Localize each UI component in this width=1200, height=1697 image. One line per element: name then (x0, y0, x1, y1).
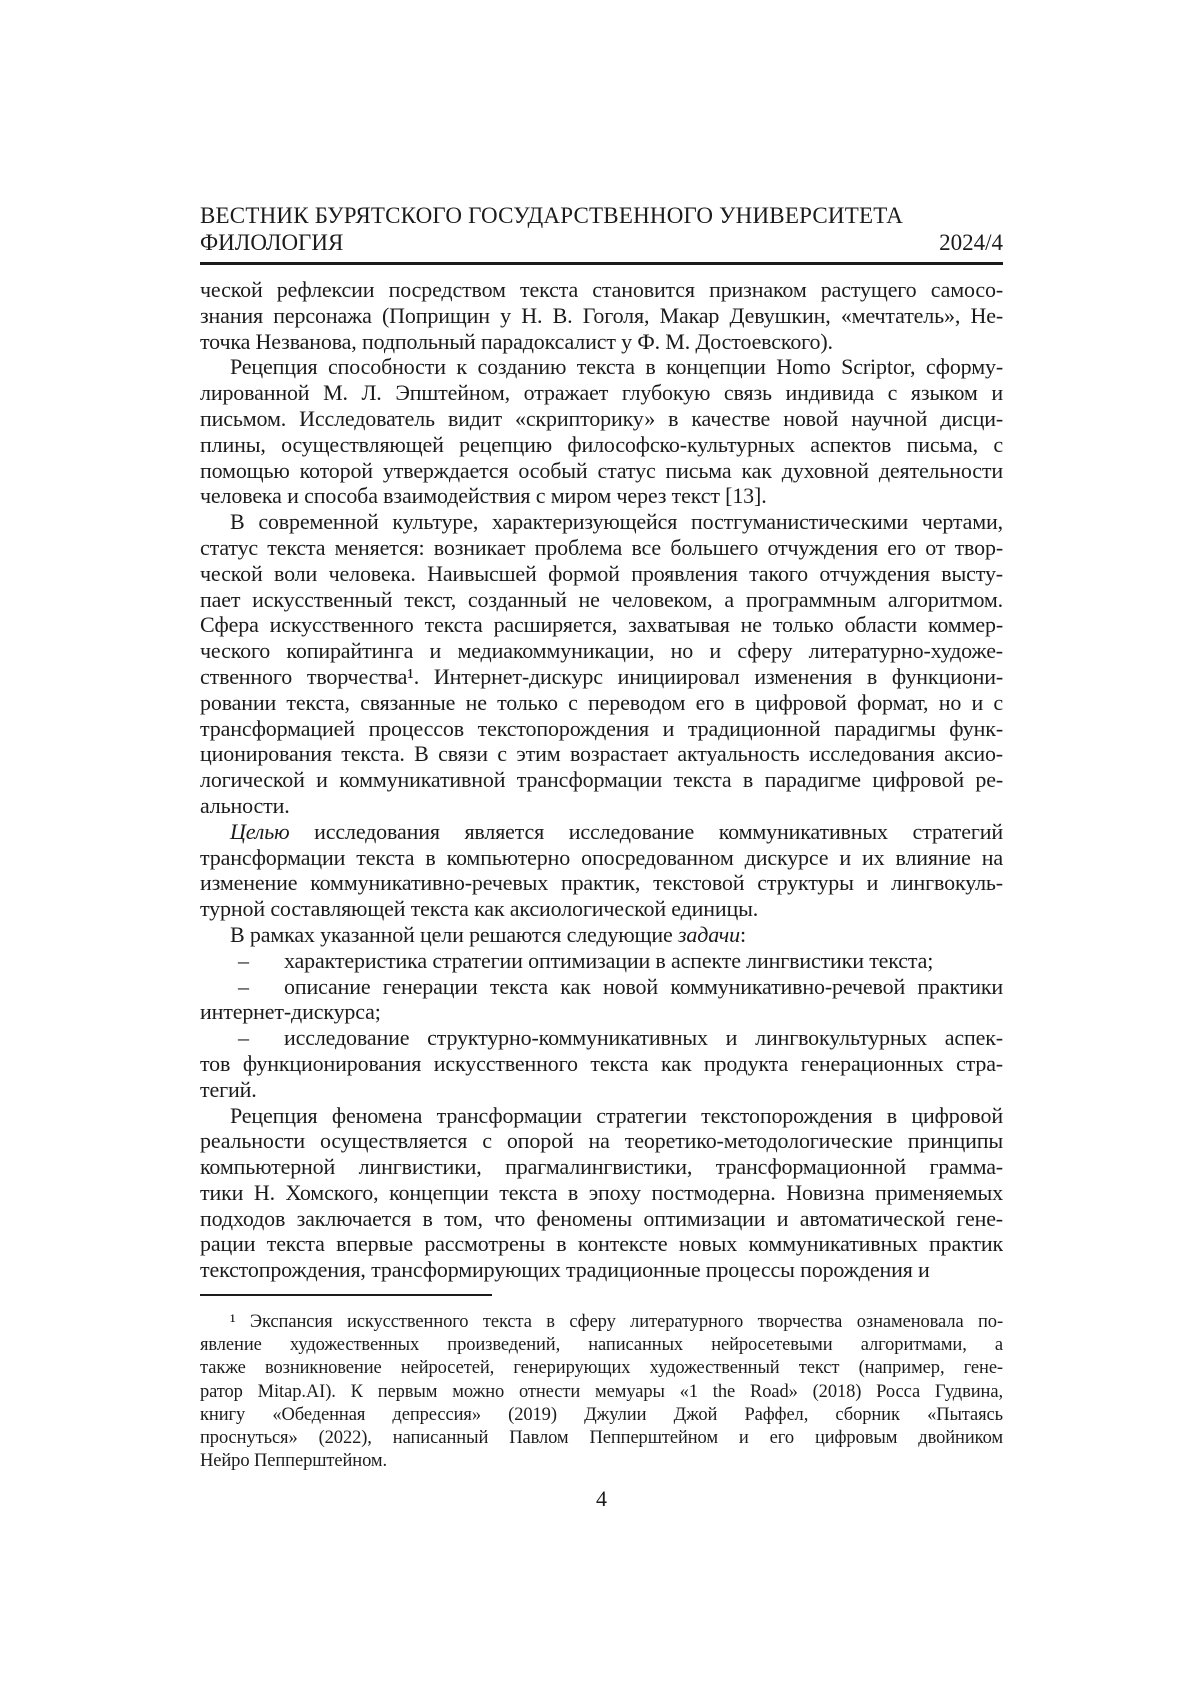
text-run: ровании текста, связанные не только с переводом его в цифровой формат, но и с (200, 689, 1003, 715)
paragraph-line (200, 638, 1003, 664)
footnote (200, 1311, 1003, 1473)
text-run: помощью которой утверждается особый статус письма как духовной деятельности (200, 457, 1003, 483)
text-run: тики Н. Хомского, концепции текста в эпоху постмодерна. Новизна применяемых (200, 1179, 1003, 1205)
article-text (200, 277, 1003, 1283)
paragraph-line (200, 458, 1003, 484)
header-rule (200, 262, 1003, 265)
paragraph-line (200, 483, 1003, 509)
paragraph-line (200, 845, 1003, 871)
text-run: трансформацией процессов текстопорождения и традиционной парадигмы функ- (200, 715, 1003, 741)
paragraph (200, 277, 1003, 354)
bullet-dash-marker: – (238, 973, 249, 999)
text-run: альности. (200, 792, 290, 818)
text-run: книгу «Обеденная депрессия» (2019) Джулии Джой Раффел, сборник «Пытаясь (200, 1404, 1003, 1425)
text-run: лированной М. Л. Эпштейном, отражает глубокую связь индивида с языком и (200, 380, 1003, 406)
text-run: : (739, 921, 746, 947)
bullet-line (200, 1025, 1003, 1051)
bullet-line (200, 1051, 1003, 1077)
page-content (200, 202, 1003, 1512)
paragraph-line (200, 741, 1003, 767)
text-run: плины, осуществляющей рецепцию философско-культурных аспектов письма, с (200, 431, 1003, 457)
text-run: характеристика стратегии оптимизации в аспекте лингвистики текста; (284, 947, 934, 973)
paragraph (200, 354, 1003, 509)
text-run: компьютерной лингвистики, прагмалингвистики, трансформационной грамма- (200, 1154, 1003, 1180)
paragraph-line (200, 1257, 1003, 1283)
footnote-separator-rule (200, 1294, 492, 1296)
text-run: явление художественных произведений, написанных нейросетевыми алгоритмами, а (200, 1335, 1003, 1356)
paragraph-line (200, 535, 1003, 561)
text-run: рации текста впервые рассмотрены в контексте новых коммуникативных практик (200, 1231, 1003, 1257)
task-list-item (200, 1025, 1003, 1102)
paragraph-line (200, 870, 1003, 896)
footnote-line (200, 1450, 1003, 1473)
paragraph-line (200, 380, 1003, 406)
text-run: логической и коммуникативной трансформации текста в парадигме цифровой ре- (200, 767, 1003, 793)
journal-section: ФИЛОЛОГИЯ (200, 230, 344, 255)
paragraph-line (200, 561, 1003, 587)
text-run: Рецепция феномена трансформации стратегии текстопорождения в цифровой (230, 1102, 1003, 1128)
text-run: изменение коммуникативно-речевых практик, текстовой структуры и лингвокуль- (200, 870, 1003, 896)
paragraph (200, 922, 1003, 948)
paragraph-line (200, 406, 1003, 432)
paragraph-line (200, 329, 1003, 355)
text-run: ческого копирайтинга и медиакоммуникации, но и сферу литературно-художе- (200, 638, 1003, 664)
text-run: ратор Mitap.AI). К первым можно отнести мемуары «1 the Road» (2018) Росса Гудвина, (200, 1381, 1003, 1402)
paragraph-line (200, 587, 1003, 613)
paragraph-line (200, 1154, 1003, 1180)
text-run: исследования является исследование коммуникативных стратегий (289, 818, 1003, 844)
text-run: текстопрождения, трансформирующих традиционные процессы порождения и (200, 1257, 930, 1283)
paragraph-line (200, 277, 1003, 303)
paragraph (200, 819, 1003, 922)
paragraph-line (200, 1206, 1003, 1232)
text-run: Рецепция способности к созданию текста в концепции Homo Scriptor, сформу- (230, 354, 1003, 380)
paragraph-line (200, 509, 1003, 535)
paragraph-line (200, 1128, 1003, 1154)
footnote-line (200, 1381, 1003, 1404)
paragraph-line (200, 793, 1003, 819)
bullet-line (200, 974, 1003, 1000)
text-run: ческой рефлексии посредством текста становится признаком растущего самосо- (200, 277, 1003, 302)
paragraph-line (200, 896, 1003, 922)
text-run: тов функционирования искусственного текста как продукта генерационных стра- (200, 1050, 1003, 1076)
text-run: ственного творчества¹. Интернет-дискурс инициировал изменения в функциони- (200, 663, 1003, 689)
paragraph-line (200, 716, 1003, 742)
text-run: исследование структурно-коммуникативных и лингвокультурных аспек- (284, 1025, 1003, 1051)
text-run: статус текста меняется: возникает проблема все большего отчуждения его от твор- (200, 534, 1003, 560)
bullet-line (200, 999, 1003, 1025)
text-run: интернет-дискурса; (200, 999, 381, 1025)
text-run: знания персонажа (Поприщин у Н. В. Гоголя, Макар Девушкин, «мечтатель», Не- (200, 302, 1003, 328)
bullet-line (200, 948, 1003, 974)
paragraph-line (200, 303, 1003, 329)
text-run: проснуться» (2022), написанный Павлом Пепперштейном и его цифровым двойником (200, 1428, 1003, 1449)
task-list-item (200, 948, 1003, 974)
text-run: турной составляющей текста как аксиологической единицы. (200, 896, 759, 922)
text-run: В современной культуре, характеризующейся постгуманистическими чертами, (230, 509, 1003, 535)
page-header (200, 202, 1003, 265)
text-run: Сфера искусственного текста расширяется, захватывая не только области коммер- (200, 612, 1003, 638)
footnote-line (200, 1357, 1003, 1380)
paragraph-line (200, 922, 1003, 948)
paragraph (200, 1103, 1003, 1284)
paragraph-line (200, 767, 1003, 793)
text-run: реальности осуществляется с опорой на теоретико-методологические принципы (200, 1128, 1003, 1154)
text-run: тегий. (200, 1076, 257, 1102)
paragraph-line (200, 819, 1003, 845)
bullet-dash-marker: – (238, 947, 249, 973)
text-run: пает искусственный текст, созданный не человеком, а программным алгоритмом. (200, 586, 1003, 612)
text-run: описание генерации текста как новой коммуникативно-речевой практики (284, 973, 1003, 999)
paragraph-line (200, 1180, 1003, 1206)
text-run: трансформации текста в компьютерно опосредованном дискурсе и их влияние на (200, 844, 1003, 870)
text-run: письмом. Исследователь видит «скрипторику» в качестве новой научной дисци- (200, 405, 1003, 431)
text-run: В рамках указанной цели решаются следующие (230, 921, 678, 947)
text-run: точка Незванова, подпольный парадоксалист у Ф. М. Достоевского). (200, 328, 833, 354)
paragraph-line (200, 664, 1003, 690)
italic-text: задачи (677, 921, 740, 947)
footnote-line (200, 1311, 1003, 1334)
footnote-line (200, 1427, 1003, 1450)
footnote-line (200, 1404, 1003, 1427)
paragraph-line (200, 354, 1003, 380)
header-second-line (200, 229, 1003, 256)
paragraph-line (200, 690, 1003, 716)
italic-text: Целью (230, 818, 290, 844)
text-run: ческой воли человека. Наивысшей формой проявления такого отчуждения высту- (200, 560, 1003, 586)
paragraph-line (200, 432, 1003, 458)
paragraph-line (200, 1103, 1003, 1129)
paragraph (200, 509, 1003, 819)
paragraph-line (200, 1231, 1003, 1257)
text-run: человека и способа взаимодействия с миром через текст [13]. (200, 483, 767, 509)
page-number: 4 (596, 1486, 607, 1512)
text-run: подходов заключается в том, что феномены оптимизации и автоматической гене- (200, 1205, 1003, 1231)
footnote-line (200, 1334, 1003, 1357)
journal-issue: 2024/4 (939, 230, 1003, 255)
paragraph-line (200, 612, 1003, 638)
task-list-item (200, 974, 1003, 1026)
text-run: также возникновение нейросетей, генерирующих художественный текст (например, гене- (200, 1358, 1003, 1379)
text-run: ционирования текста. В связи с этим возрастает актуальность исследования аксио- (200, 741, 1003, 767)
journal-title: ВЕСТНИК БУРЯТСКОГО ГОСУДАРСТВЕННОГО УНИВЕРСИТЕТА (200, 203, 904, 228)
bullet-line (200, 1077, 1003, 1103)
text-run: Нейро Пепперштейном. (200, 1451, 388, 1472)
bullet-dash-marker: – (238, 1025, 249, 1051)
text-run: ¹ Экспансия искусственного текста в сферу литературного творчества ознаменовала по- (230, 1312, 1003, 1333)
